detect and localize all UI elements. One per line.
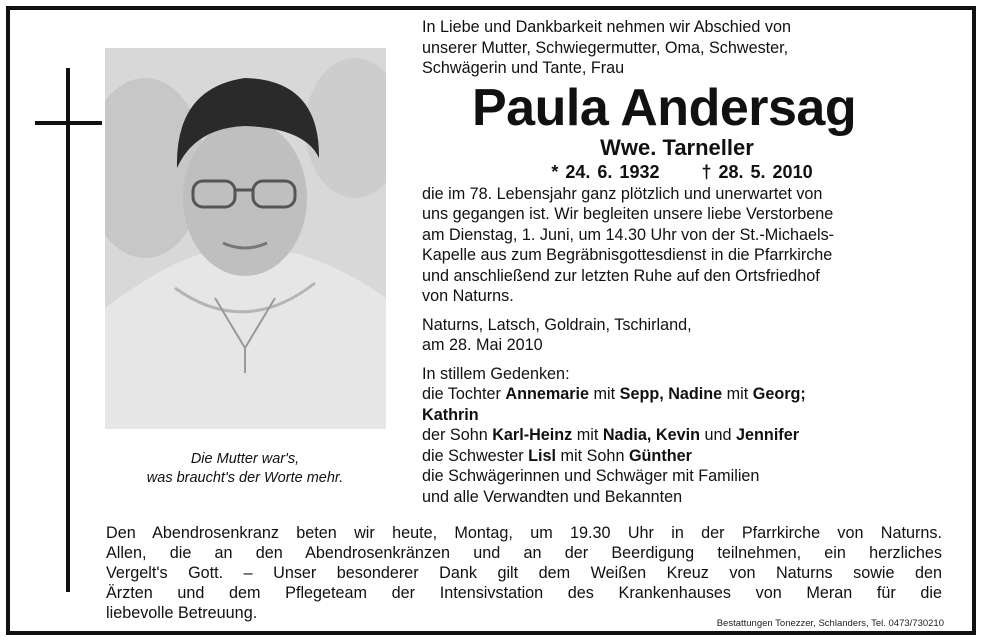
- family-daughter: [422, 384, 942, 405]
- death-date: † 28. 5. 2010: [701, 161, 813, 182]
- closing-line: liebevolle Betreuung.: [106, 604, 258, 622]
- photo-caption: [100, 450, 390, 488]
- family-text: die Tochter: [422, 385, 506, 403]
- widow-name: Wwe. Tarneller: [600, 134, 754, 160]
- family-name: Kathrin: [422, 405, 479, 424]
- caption-line: was braucht's der Worte mehr.: [146, 470, 344, 486]
- cross-icon-bar: [35, 121, 102, 125]
- family-name: Georg;: [752, 385, 806, 403]
- family-text: mit Sohn: [556, 446, 629, 465]
- intro-line: Schwägerin und Tante, Frau: [422, 59, 625, 77]
- closing-line: Den Abendrosenkranz beten wir heute, Montag, um 19.30 Uhr in der Pfarrkirche von Naturns.: [106, 524, 942, 542]
- family-text: der Sohn: [422, 426, 493, 444]
- family-name: Jennifer: [736, 426, 800, 444]
- family-text: mit: [572, 426, 603, 444]
- body-line: und anschließend zur letzten Ruhe auf den Ortsfriedhof: [422, 266, 820, 285]
- family-sister: [422, 446, 942, 467]
- family-son: [422, 425, 942, 446]
- family-name: Nadia, Kevin: [602, 426, 701, 444]
- portrait-photo: [105, 48, 386, 429]
- body-line: Kapelle aus zum Begräbnisgottesdienst in die Pfarrkirche: [422, 246, 833, 264]
- body-line: von Naturns.: [422, 287, 514, 305]
- family-relatives: und alle Verwandten und Bekannten: [422, 487, 683, 506]
- portrait-illustration: [105, 48, 386, 429]
- closing-line: Allen, die an den Abendrosenkränzen und an der Beerdigung teilnehmen, ein herzliches: [106, 544, 942, 562]
- family-text: mit: [589, 385, 620, 403]
- remembrance-intro: In stillem Gedenken:: [422, 364, 570, 383]
- cross-icon: [66, 68, 70, 592]
- closing-line: Ärzten und dem Pflegeteam der Intensivstation des Krankenhauses von Meran für die: [106, 584, 942, 602]
- birth-date: * 24. 6. 1932: [551, 161, 660, 182]
- body-line: uns gegangen ist. Wir begleiten unsere liebe Verstorbene: [422, 205, 834, 223]
- family-name: Sepp, Nadine: [619, 385, 723, 403]
- family-name: Karl-Heinz: [492, 426, 573, 444]
- funeral-home-credit: Bestattungen Tonezzer, Schlanders, Tel. 0473/730210: [716, 618, 944, 629]
- life-dates: [422, 160, 942, 184]
- family-name: Lisl: [528, 446, 557, 465]
- family-inlaws: die Schwägerinnen und Schwäger mit Familien: [422, 467, 760, 485]
- family-name: Annemarie: [505, 385, 590, 403]
- body-line: die im 78. Lebensjahr ganz plötzlich und unerwartet von: [422, 184, 823, 203]
- family-kathrin: [422, 405, 942, 426]
- deceased-name: Paula Andersag: [472, 78, 857, 137]
- body-line: am Dienstag, 1. Juni, um 14.30 Uhr von der St.-Michaels-: [422, 225, 835, 244]
- family-text: und: [700, 426, 737, 444]
- caption-line: Die Mutter war's,: [190, 451, 300, 467]
- closing-text: [106, 523, 942, 623]
- family-text: mit: [722, 385, 753, 403]
- places-line: Naturns, Latsch, Goldrain, Tschirland,: [422, 315, 692, 334]
- date-line: am 28. Mai 2010: [422, 336, 543, 354]
- intro-line: In Liebe und Dankbarkeit nehmen wir Abschied von: [422, 18, 791, 36]
- family-text: die Schwester: [422, 446, 529, 465]
- family-name: Günther: [628, 446, 692, 465]
- obituary-text: [422, 17, 942, 507]
- closing-line: Vergelt's Gott. – Unser besonderer Dank gilt dem Weißen Kreuz von Naturns sowie den: [106, 564, 942, 582]
- intro-line: unserer Mutter, Schwiegermutter, Oma, Schwester,: [422, 38, 789, 57]
